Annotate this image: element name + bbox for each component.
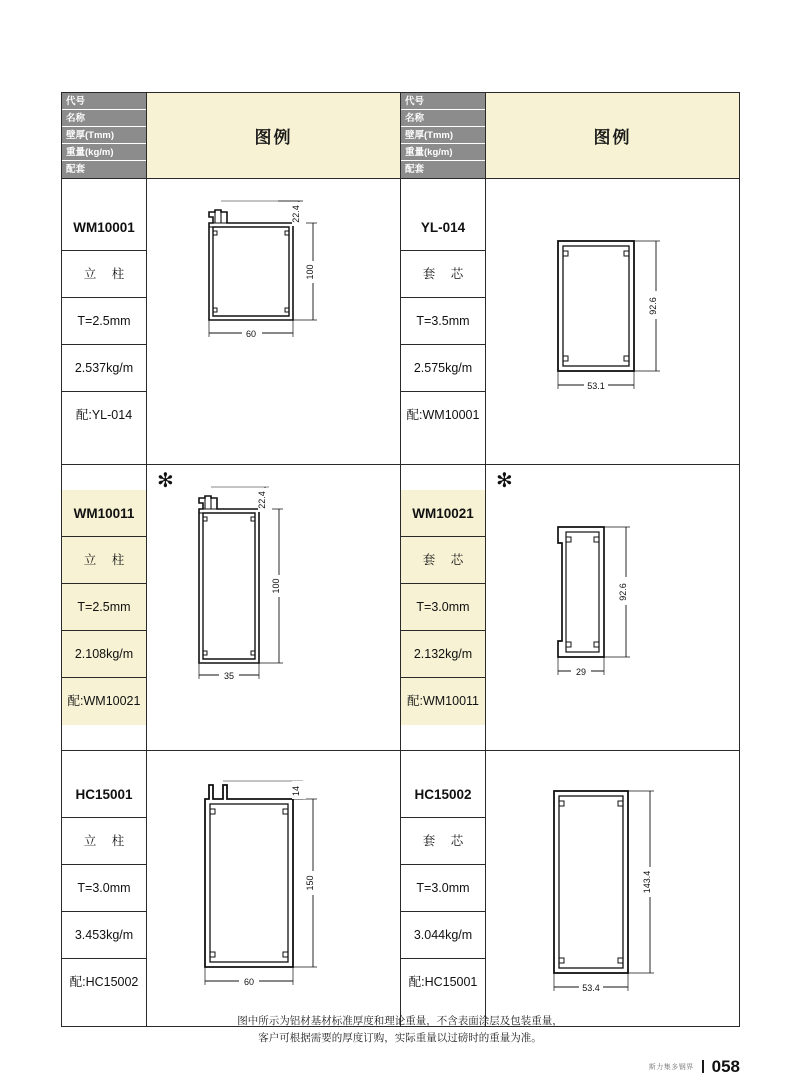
- dim-top: 22.4: [257, 491, 267, 509]
- profile-drawing: [486, 465, 740, 751]
- dim-height: 100: [305, 264, 315, 280]
- dim-height: 143.4: [642, 870, 652, 894]
- header-label-code: 代号: [401, 93, 485, 110]
- header-label-weight: 重量(kg/m): [401, 144, 485, 161]
- footer-divider: [702, 1060, 704, 1073]
- product-mate: 配:WM10011: [401, 678, 485, 725]
- product-code: WM10001: [62, 204, 146, 251]
- header-label-thickness: 壁厚(Tmm): [62, 127, 146, 144]
- product-mate: 配:WM10001: [406, 408, 480, 422]
- spec-column-hc15001: [62, 751, 147, 1027]
- figure-hc15002: [486, 751, 740, 1027]
- product-weight: 2.575kg/m: [401, 345, 485, 392]
- spec-column-yl014: [401, 179, 486, 465]
- figure-hc15001: [147, 751, 401, 1027]
- product-thickness: T=3.0mm: [401, 584, 485, 631]
- product-code: WM10011: [62, 490, 146, 537]
- footnote: [0, 1013, 800, 1047]
- header-figure-right: 图例: [486, 93, 740, 179]
- dim-width: 60: [245, 329, 257, 339]
- header-label-mate: 配套: [62, 161, 146, 178]
- product-mate: 配:YL-014: [75, 408, 133, 422]
- header-labels-left: [62, 93, 147, 179]
- dim-width: 60: [243, 977, 255, 987]
- profile-drawing: [147, 465, 401, 751]
- product-name: 套 芯: [401, 537, 485, 584]
- figure-wm10021: [486, 465, 740, 751]
- header-label-name: 名称: [401, 110, 485, 127]
- brand-mark: 斯力集多钢界: [648, 1064, 694, 1071]
- product-mate: 配:HC15001: [408, 975, 478, 989]
- table-row: [62, 751, 740, 1027]
- dim-height: 92.6: [618, 583, 628, 601]
- product-thickness: T=2.5mm: [62, 584, 146, 631]
- star-icon: ✻: [157, 470, 174, 492]
- header-label-mate: 配套: [401, 161, 485, 178]
- product-weight: 2.132kg/m: [401, 631, 485, 678]
- product-name: 立 柱: [62, 251, 146, 298]
- page-number: 058: [711, 1057, 740, 1076]
- product-name: 套 芯: [401, 818, 485, 865]
- dim-top: 22.4: [291, 205, 301, 223]
- header-figure-left: 图例: [147, 93, 401, 179]
- product-weight: 2.537kg/m: [62, 345, 146, 392]
- product-thickness: T=3.0mm: [401, 865, 485, 912]
- star-icon: ✻: [496, 470, 513, 492]
- product-name: 立 柱: [62, 818, 146, 865]
- page-footer: [649, 1057, 740, 1077]
- figure-yl014: [486, 179, 740, 465]
- header-label-code: 代号: [62, 93, 146, 110]
- product-name: 立 柱: [62, 537, 146, 584]
- spec-column-hc15002: [401, 751, 486, 1027]
- dim-width: 35: [223, 671, 235, 681]
- dim-height: 100: [271, 578, 281, 594]
- profile-drawing: [486, 179, 740, 465]
- footnote-line-2: 客户可根据需要的厚度订购，实际重量以过磅时的重量为准。: [258, 1032, 542, 1044]
- spec-column-wm10011: [62, 465, 147, 751]
- table-row: [62, 465, 740, 751]
- product-thickness: T=3.0mm: [62, 865, 146, 912]
- product-thickness: T=3.5mm: [401, 298, 485, 345]
- product-weight: 2.108kg/m: [62, 631, 146, 678]
- product-code: HC15002: [401, 771, 485, 818]
- figure-wm10001: [147, 179, 401, 465]
- header-label-thickness: 壁厚(Tmm): [401, 127, 485, 144]
- dim-height: 92.6: [648, 297, 658, 315]
- product-code: WM10021: [401, 490, 485, 537]
- header-label-name: 名称: [62, 110, 146, 127]
- product-code: YL-014: [401, 204, 485, 251]
- spec-column-wm10021: [401, 465, 486, 751]
- product-thickness: T=2.5mm: [62, 298, 146, 345]
- profile-catalog-table: [61, 92, 740, 1027]
- dim-height: 150: [305, 875, 315, 891]
- spec-column-wm10001: [62, 179, 147, 465]
- dim-top: 14: [291, 785, 301, 797]
- figure-wm10011: [147, 465, 401, 751]
- profile-drawing: [147, 751, 401, 1027]
- header-labels-right: [401, 93, 486, 179]
- dim-width: 29: [575, 667, 587, 677]
- table-header-row: [62, 93, 740, 179]
- footnote-line-1: 图中所示为铝材基材标准厚度和理论重量，不含表面涂层及包装重量，: [237, 1015, 563, 1027]
- product-mate: 配:HC15002: [69, 975, 139, 989]
- product-code: HC15001: [62, 771, 146, 818]
- product-mate: 配:WM10021: [62, 678, 146, 725]
- product-weight: 3.044kg/m: [401, 912, 485, 959]
- dim-width: 53.1: [587, 381, 605, 391]
- header-label-weight: 重量(kg/m): [62, 144, 146, 161]
- dim-width: 53.4: [582, 983, 600, 993]
- product-weight: 3.453kg/m: [62, 912, 146, 959]
- product-name: 套 芯: [401, 251, 485, 298]
- table-row: [62, 179, 740, 465]
- profile-drawing: [147, 179, 401, 465]
- profile-drawing: [486, 751, 740, 1027]
